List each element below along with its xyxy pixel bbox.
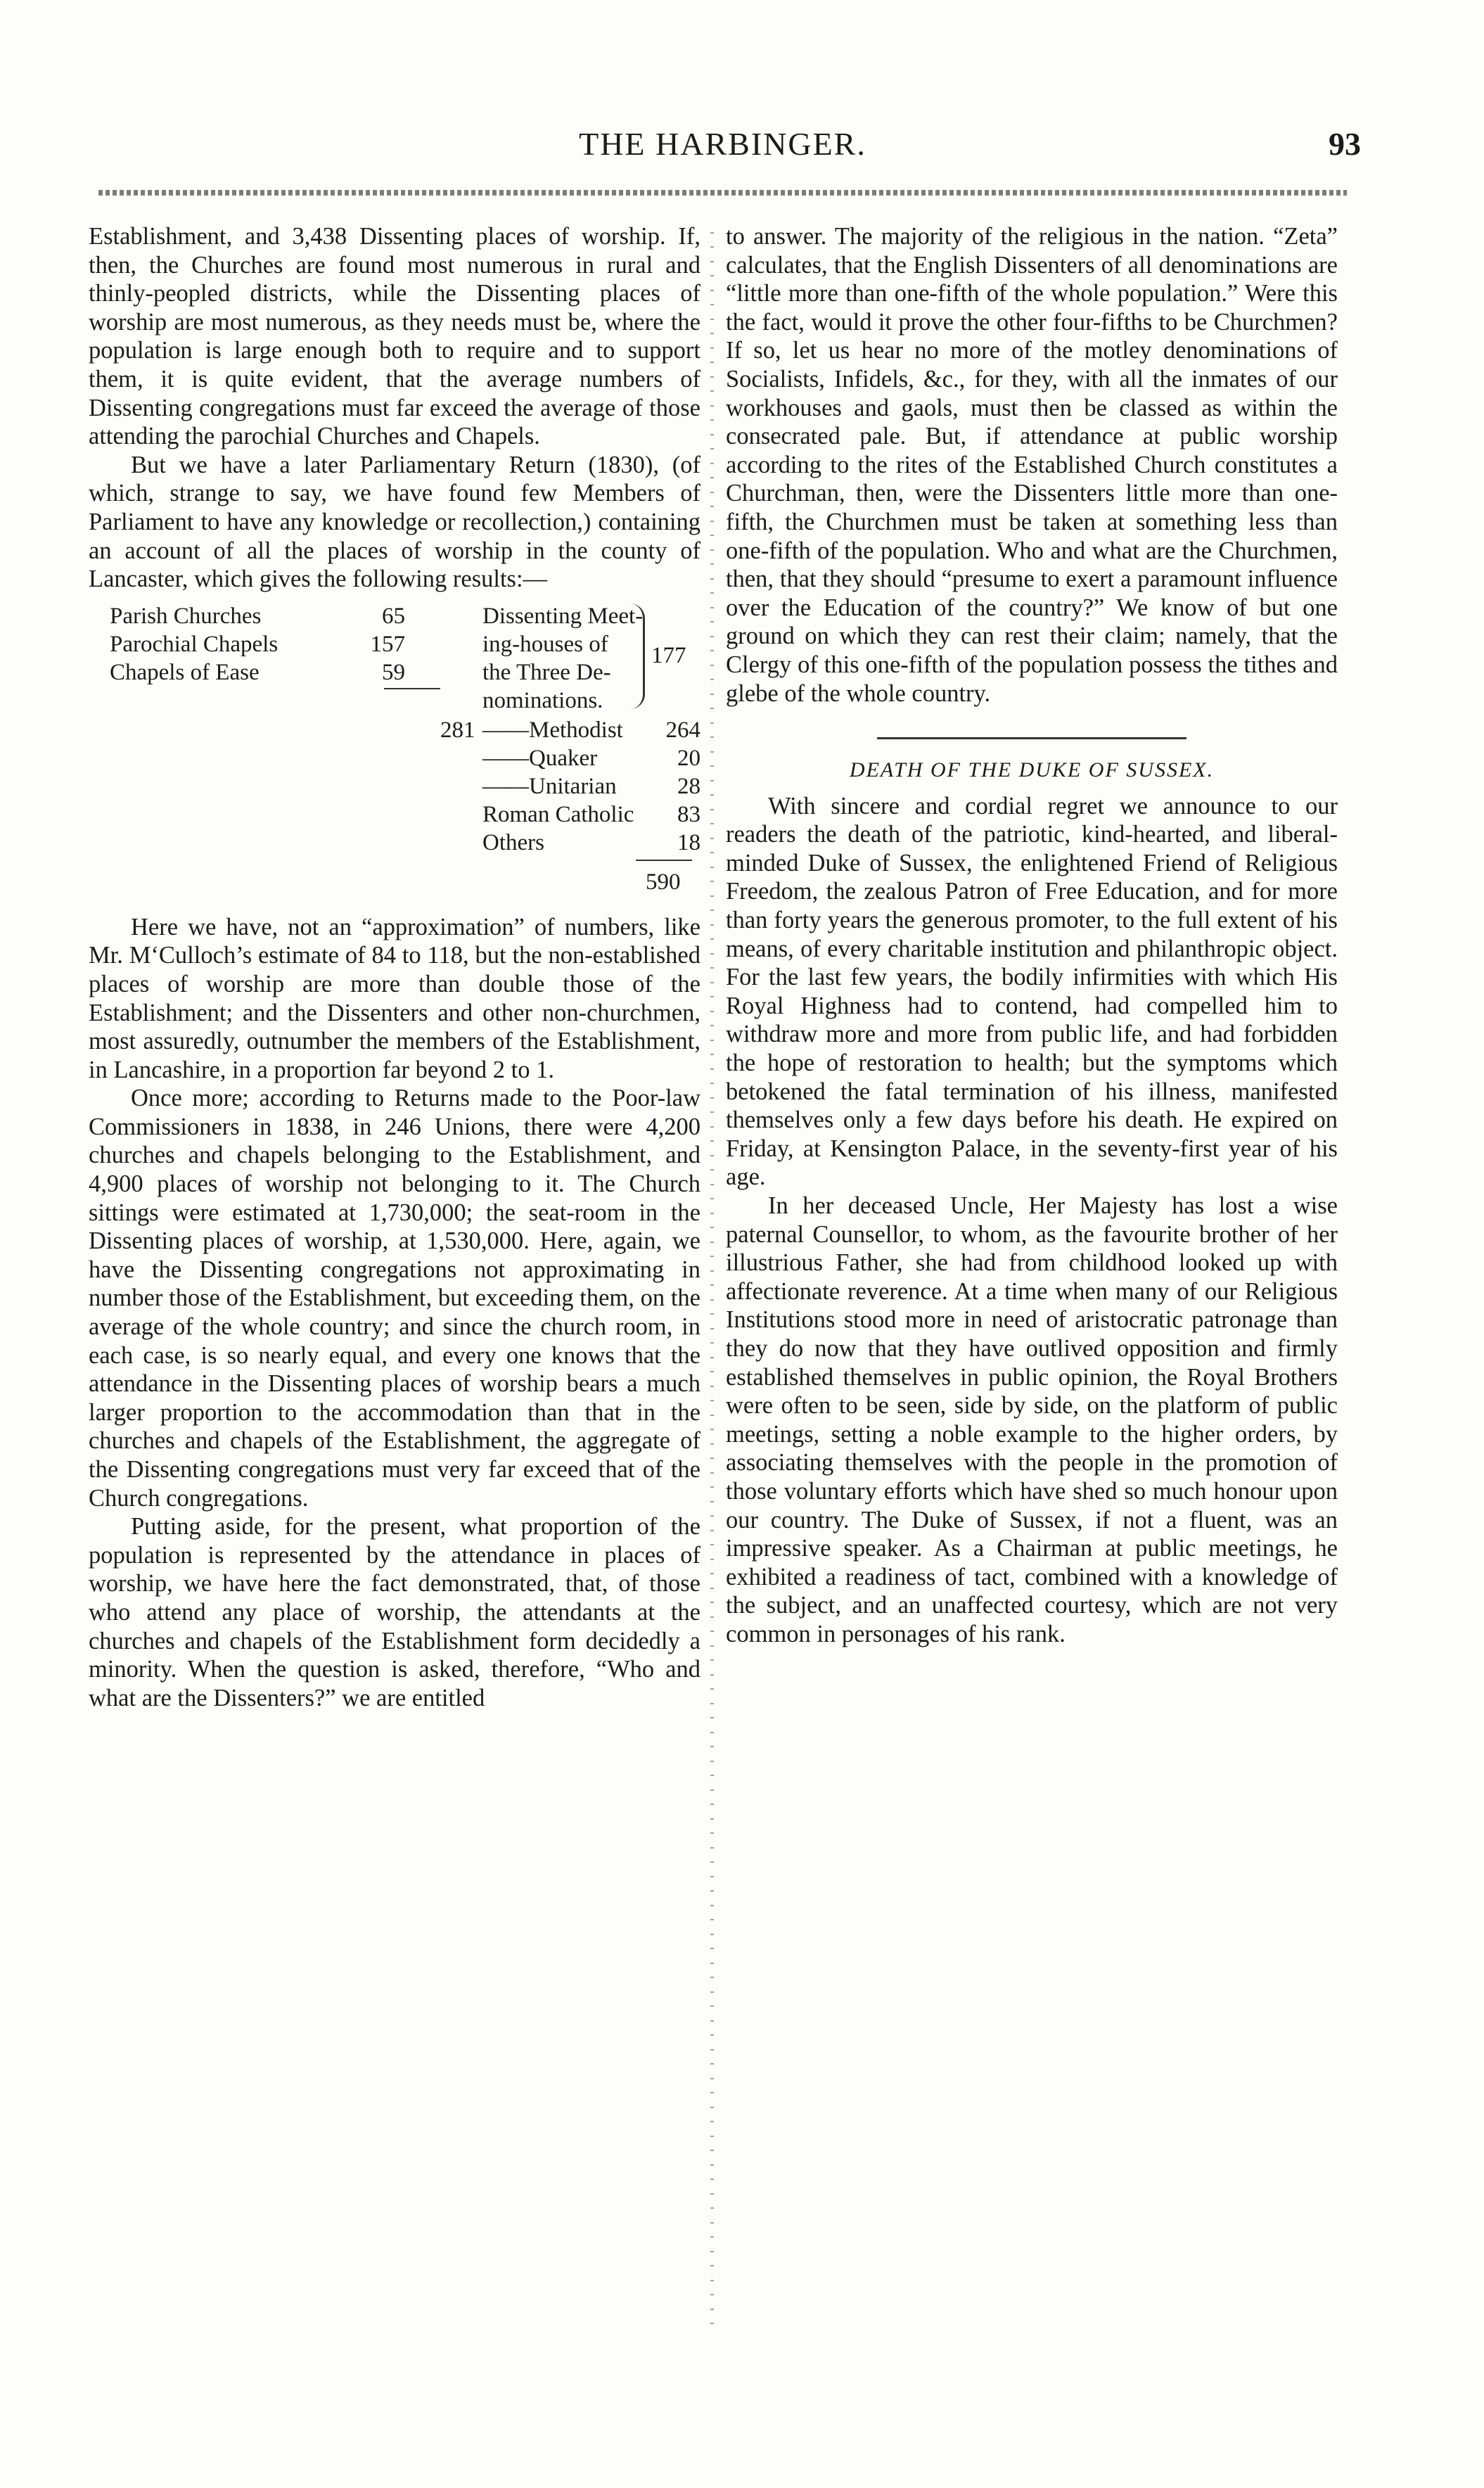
left-column	[89, 222, 701, 1712]
section-rule	[877, 737, 1186, 739]
table-row: Chapels of Ease 59	[110, 659, 405, 685]
left-paragraph-3: Here we have, not an “approximation” of numbers, like Mr. M‘Culloch’s estimate of 84 to 118, but the non-established places of worship are more than double those of the Establishment; and the Dissenters and other non-churchmen, most assuredly, outnumber the members of the Establishment, in Lancashire, in a proportion far beyond 2 to 1.	[89, 913, 701, 1083]
church-column	[110, 602, 405, 687]
table-row: Roman Catholic 83	[482, 801, 701, 827]
lancaster-worship-table	[89, 602, 701, 905]
right-paragraph-1: to answer. The majority of the religious in the nation. “Zeta” calculates, that the English Dissenters of all denominations are “little more than one-fifth of the whole population.” Were this the fact, would it prove the other four-fifths to be Churchmen? If so, let us hear no more of the motley denominations of Socialists, Infidels, &c., for they, with all the inmates of our workhouses and gaols, must then be classed as within the consecrated pale. But, if attendance at public worship according to the rites of the Established Church constitutes a Churchman, then, were the Dissenters little more than one-fifth, the Churchmen must be taken at something less than one-fifth of the population. Who and what are the Churchmen, then, that they should “presume to exert a paramount influence over the Education of the country?” We know of but one ground on which they can rest their claim; namely, that the Clergy of this one-fifth of the population possess the tithes and glebe of the whole country.	[726, 223, 1338, 707]
table-row: ——Quaker 20	[482, 745, 701, 771]
column-divider	[704, 225, 721, 2335]
dissent-sum-rule	[636, 860, 692, 861]
section-heading: DEATH OF THE DUKE OF SUSSEX.	[849, 758, 1215, 782]
journal-title: THE HARBINGER.	[579, 126, 866, 162]
left-paragraph-4: Once more; according to Returns made to the Poor-law Commissioners in 1838, in 246 Unions, there were 4,200 churches and chapels belonging to the Establishment, and 4,900 places of worship not belonging to it. The Church sittings were estimated at 1,730,000; the seat-room in the Dissenting places of worship, at 1,530,000. Here, again, we have the Dissenting congregations not approximating in number those of the Establishment, but exceeding them, on the average of the whole country; and since the church room, in each case, is so nearly equal, and every one knows that the attendance in the Dissenting places of worship bears a much larger proportion to the accommodation than that in the churches and chapels of the Establishment, the aggregate of the Dissenting congregations must very far exceed that of the Church congregations.	[89, 1085, 701, 1512]
dissent-label: Dissenting Meet- ing-houses of the Three De- nominations.	[482, 603, 644, 713]
table-row: Others 18	[482, 829, 701, 855]
running-header	[84, 125, 1361, 181]
table-row: ——Unitarian 28	[482, 773, 701, 799]
church-total: 281	[440, 717, 475, 743]
brace	[630, 604, 645, 709]
dissent-total: 590	[646, 869, 681, 895]
right-paragraph-2: With sincere and cordial regret we announce to our readers the death of the patriotic, kind-hearted, and liberal-minded Duke of Sussex, the enlightened Friend of Religious Freedom, the zealous Patron of Free Education, and for more than forty years the generous promoter, to the full extent of his means, of every charitable institution and philanthropic object. For the last few years, the bodily infirmities with which His Royal Highness had to contend, had compelled him to withdraw more and more from public life, and had forbidden the hope of restoration to health; but the symptoms which betokened the fatal termination of his illness, manifested themselves only a few days before his death. He expired on Friday, at Kensington Palace, in the seventy-first year of his age.	[726, 792, 1338, 1191]
dissent-value: 177	[651, 642, 686, 668]
page-number: 93	[1329, 126, 1361, 162]
left-paragraph-2: But we have a later Parliamentary Return (1830), (of which, strange to say, we have found few Members of Parliament to have any knowledge or recollection,) containing an account of all the places of worship in the county of Lancaster, which gives the following results:—	[89, 451, 701, 593]
left-paragraph-5: Putting aside, for the present, what proportion of the population is represented by the attendance in places of worship, we have here the fact demonstrated, that, of those who attend any place of worship, the attendants at the churches and chapels of the Establishment form decidedly a minority. When the question is asked, therefore, “Who and what are the Dissenters?” we are entitled	[89, 1513, 701, 1711]
right-paragraph-3: In her deceased Uncle, Her Majesty has lost a wise paternal Counsellor, to whom, as the favourite brother of her illustrious Father, she had from childhood looked up with affectionate reverence. At a time when many of our Religious Institutions stood more in need of aristocratic patronage than they do now that they have outlived opposition and firmly established themselves in public opinion, the Royal Brothers were often to be seen, side by side, on the platform of public meetings, setting a noble example to the higher orders, by associating themselves with the people in the promotion of those voluntary efforts which have shed so much honour upon our country. The Duke of Sussex, if not a fluent, was an impressive speaker. As a Chairman at public meetings, he exhibited a readiness of tact, combined with a knowledge of the subject, and an unaffected courtesy, which are not very common in personages of his rank.	[726, 1192, 1338, 1647]
left-paragraph-1: Establishment, and 3,438 Dissenting places of worship. If, then, the Churches are found most numerous in rural and thinly-peopled districts, while the Dissenting places of worship are most numerous, as they needs must be, where the population is large enough both to require and to support them, it is quite evident, that the average numbers of Dissenting congregations must far exceed the average of those attending the parochial Churches and Chapels.	[89, 223, 701, 450]
church-sum-rule	[384, 688, 440, 689]
header-rule	[98, 190, 1347, 196]
table-row: ——Methodist 264	[482, 717, 701, 743]
right-column	[726, 222, 1338, 1649]
table-row: Parochial Chapels 157	[110, 631, 405, 657]
table-row: Parish Churches 65	[110, 603, 405, 629]
